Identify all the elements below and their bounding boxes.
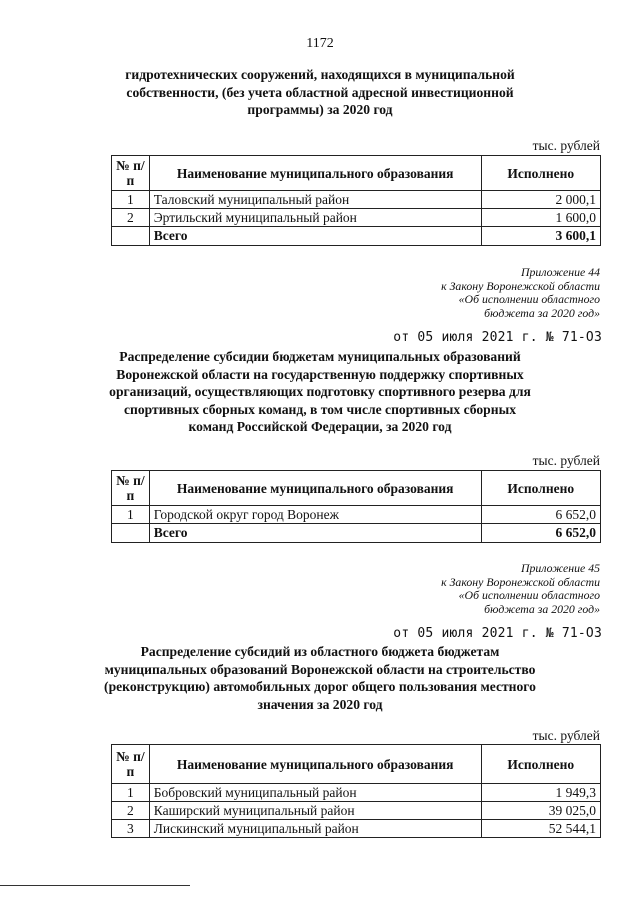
page-number: 1172 [306, 36, 334, 51]
row-name: Таловский муниципальный район [149, 191, 481, 209]
heading-line: организаций, осуществляющих подготовку спортивного резерва для [109, 384, 531, 399]
row-num: 3 [112, 820, 150, 838]
table-row [112, 802, 601, 820]
row-num [112, 227, 150, 246]
section3-appendix-note [370, 562, 600, 616]
row-value: 2 000,1 [481, 191, 600, 209]
row-num: 1 [112, 506, 150, 524]
heading-line: муниципальных образований Воронежской области на строительство [104, 661, 536, 677]
row-num: 1 [112, 784, 150, 802]
total-value: 3 600,1 [481, 227, 600, 246]
heading-line: гидротехнических сооружений, находящихся в муниципальной [125, 67, 515, 82]
section3-heading [100, 643, 540, 713]
section2-law-stamp: от 05 июля 2021 г. № 71-ОЗ [393, 330, 602, 345]
row-name: Бобровский муниципальный район [149, 784, 481, 802]
header-num: № п/п [112, 471, 150, 506]
row-name: Городской округ город Воронеж [149, 506, 481, 524]
row-name: Эртильский муниципальный район [149, 209, 481, 227]
appendix-line: к Закону Воронежской области [441, 574, 600, 589]
table-header-row [112, 745, 601, 784]
row-name: Лискинский муниципальный район [149, 820, 481, 838]
table-row [112, 506, 601, 524]
total-label: Всего [149, 524, 481, 543]
unit-label: тыс. рублей [532, 138, 600, 153]
total-label: Всего [149, 227, 481, 246]
section1-table [111, 155, 601, 246]
heading-line: Распределение субсидии бюджетам муниципальных образований [119, 349, 521, 364]
header-value: Исполнено [481, 745, 600, 784]
appendix-line: «Об исполнении областного [458, 292, 600, 307]
header-num: № п/п [112, 156, 150, 191]
header-name: Наименование муниципального образования [149, 156, 481, 191]
header-value: Исполнено [481, 156, 600, 191]
appendix-line: «Об исполнении областного [458, 588, 600, 603]
table-header-row [112, 156, 601, 191]
row-value: 1 949,3 [481, 784, 600, 802]
row-num: 1 [112, 191, 150, 209]
table-total-row [112, 524, 601, 543]
appendix-line: бюджета за 2020 год» [484, 305, 600, 320]
appendix-line: Приложение 44 [521, 265, 600, 279]
table-row [112, 209, 601, 227]
header-num: № п/п [112, 745, 150, 784]
appendix-line: Приложение 45 [521, 561, 600, 575]
row-value: 6 652,0 [481, 506, 600, 524]
appendix-line: бюджета за 2020 год» [484, 601, 600, 616]
heading-line: Воронежской области на государственную поддержку спортивных [116, 366, 524, 382]
row-num: 2 [112, 209, 150, 227]
header-name: Наименование муниципального образования [149, 471, 481, 506]
heading-line: команд Российской Федерации, за 2020 год [188, 419, 452, 434]
row-value: 1 600,0 [481, 209, 600, 227]
section2-appendix-note [370, 266, 600, 320]
section3-table [111, 744, 601, 838]
section3-law-stamp: от 05 июля 2021 г. № 71-ОЗ [393, 626, 602, 641]
heading-line: значения за 2020 год [257, 696, 383, 712]
section1-heading [100, 66, 540, 119]
unit-label: тыс. рублей [532, 453, 600, 468]
row-num: 2 [112, 802, 150, 820]
table-row [112, 820, 601, 838]
heading-line: спортивных сборных команд, в том числе спортивных сборных [124, 401, 516, 417]
heading-line: (реконструкцию) автомобильных дорог общего пользования местного [104, 679, 536, 694]
heading-line: программы) за 2020 год [247, 102, 393, 117]
row-value: 52 544,1 [481, 820, 600, 838]
footnote-divider [0, 885, 190, 886]
header-name: Наименование муниципального образования [149, 745, 481, 784]
row-num [112, 524, 150, 543]
table-total-row [112, 227, 601, 246]
table-row [112, 191, 601, 209]
table-row [112, 784, 601, 802]
unit-label: тыс. рублей [532, 728, 600, 743]
row-value: 39 025,0 [481, 802, 600, 820]
heading-line: собственности, (без учета областной адресной инвестиционной [126, 84, 514, 100]
table-header-row [112, 471, 601, 506]
total-value: 6 652,0 [481, 524, 600, 543]
heading-line: Распределение субсидий из областного бюджета бюджетам [140, 644, 500, 659]
section2-heading [100, 348, 540, 436]
header-value: Исполнено [481, 471, 600, 506]
appendix-line: к Закону Воронежской области [441, 278, 600, 293]
section2-table [111, 470, 601, 543]
row-name: Каширский муниципальный район [149, 802, 481, 820]
